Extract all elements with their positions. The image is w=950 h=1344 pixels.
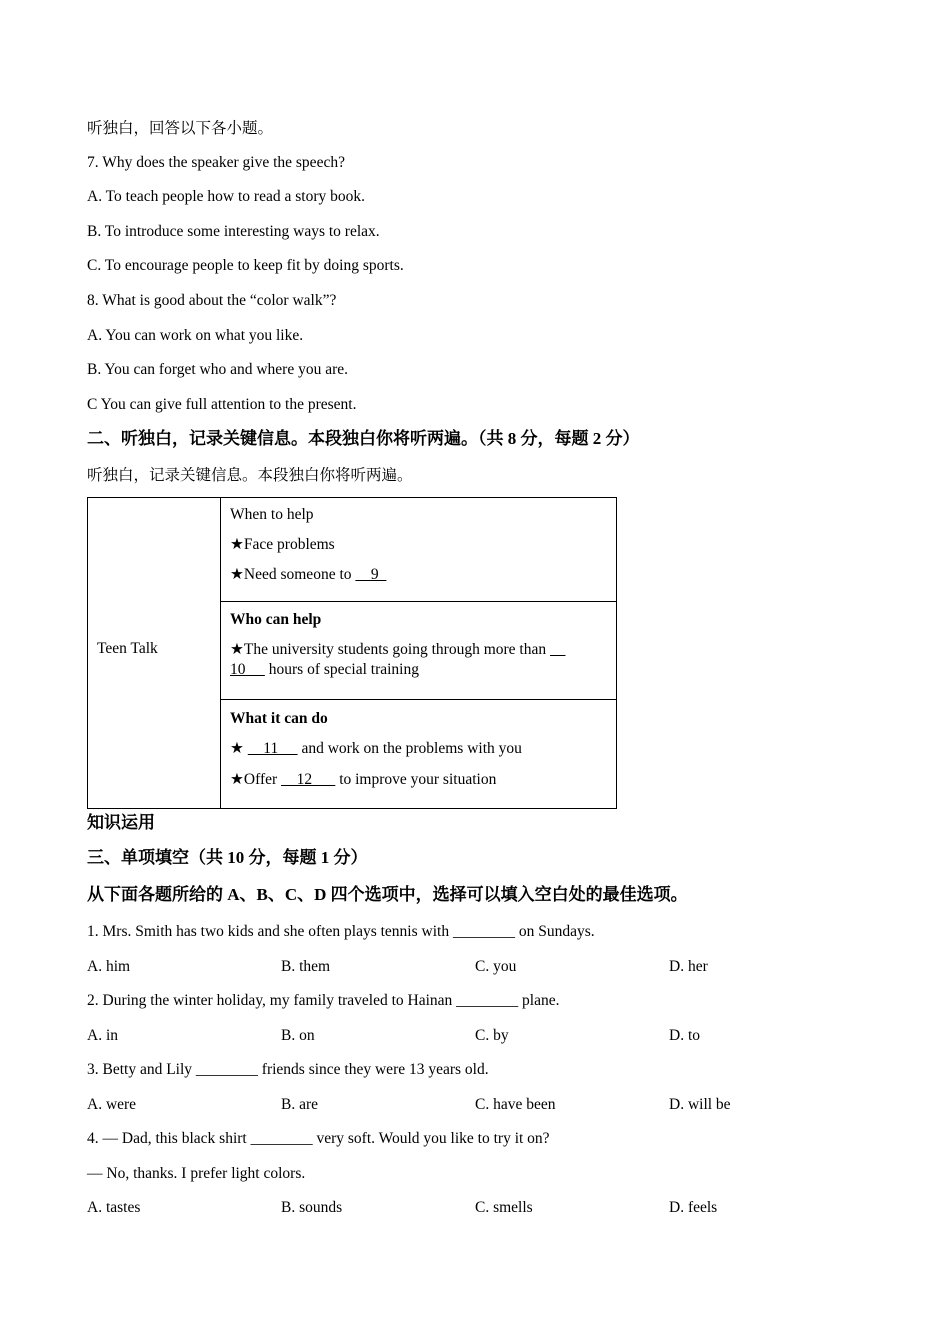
question-4-stem: 4. — Dad, this black shirt ________ very soft. Would you like to try it on? <box>87 1130 550 1147</box>
section1-instruction: 听独白，回答以下各小题。 <box>87 120 274 137</box>
question-2-option-c: C. by <box>475 1027 509 1044</box>
question-1-option-a: A. him <box>87 958 131 975</box>
q7-option-b: B. To introduce some interesting ways to relax. <box>87 223 380 240</box>
question-4-option-a: A. tastes <box>87 1199 141 1216</box>
row-what-line1-text: and work on the problems with you <box>301 740 522 757</box>
question-1-option-d: D. her <box>669 958 708 975</box>
question-2-option-b: B. on <box>281 1027 315 1044</box>
question-3-option-d: D. will be <box>669 1096 731 1113</box>
part-title: 知识运用 <box>87 813 155 832</box>
row-what-line1 <box>230 739 522 759</box>
row-what-line2-text: to improve your situation <box>339 771 497 788</box>
row-what-line2-prefix: ★Offer <box>230 771 278 788</box>
row-when-line2-text: ★Need someone to <box>230 566 352 583</box>
q8-option-c: C You can give full attention to the present. <box>87 396 357 413</box>
q8-option-a: A. You can work on what you like. <box>87 327 304 344</box>
row-when-line1: ★Face problems <box>230 536 335 553</box>
question-4-option-b: B. sounds <box>281 1199 343 1216</box>
row-who-line1-text: ★The university students going through more than <box>230 641 547 658</box>
section2-instruction: 听独白，记录关键信息。本段独白你将听两遍。 <box>87 467 413 484</box>
row-who-line2 <box>230 660 419 680</box>
blank-9: 9 <box>355 566 387 583</box>
section3-instruction: 从下面各题所给的 A、B、C、D 四个选项中，选择可以填入空白处的最佳选项。 <box>87 885 688 904</box>
row-what-title: What it can do <box>230 710 328 727</box>
q8-question: 8. What is good about the “color walk”? <box>87 292 337 309</box>
section3-heading: 三、单项填空（共 10 分，每题 1 分） <box>87 848 368 867</box>
question-2-stem: 2. During the winter holiday, my family traveled to Hainan ________ plane. <box>87 992 560 1009</box>
row-when-title: When to help <box>230 506 314 523</box>
question-1-stem: 1. Mrs. Smith has two kids and she often plays tennis with ________ on Sundays. <box>87 923 595 940</box>
q7-option-c: C. To encourage people to keep fit by doing sports. <box>87 257 404 274</box>
question-2-option-d: D. to <box>669 1027 700 1044</box>
question-3-option-c: C. have been <box>475 1096 556 1113</box>
blank-11: 11 <box>247 740 298 757</box>
question-4-stem-reply: — No, thanks. I prefer light colors. <box>87 1165 306 1182</box>
table-left-label: Teen Talk <box>97 640 158 657</box>
q8-option-b: B. You can forget who and where you are. <box>87 361 349 378</box>
blank-12: 12 <box>281 771 336 788</box>
blank-10: 10 <box>230 661 265 678</box>
table-row-when <box>221 498 616 602</box>
question-1-option-c: C. you <box>475 958 517 975</box>
table-row-what <box>221 700 616 808</box>
section2-heading: 二、听独白，记录关键信息。本段独白你将听两遍。（共 8 分，每题 2 分） <box>87 429 640 448</box>
row-who-line1 <box>230 640 565 660</box>
question-3-option-b: B. are <box>281 1096 319 1113</box>
star-icon: ★ <box>230 740 244 757</box>
row-what-line2 <box>230 770 496 790</box>
table-left-cell <box>88 498 221 808</box>
row-who-line2-text: hours of special training <box>268 661 419 678</box>
row-when-line2 <box>230 565 386 585</box>
question-4-option-c: C. smells <box>475 1199 533 1216</box>
q7-option-a: A. To teach people how to read a story book. <box>87 188 365 205</box>
question-2-option-a: A. in <box>87 1027 118 1044</box>
table-row-who <box>221 601 616 700</box>
row-who-title: Who can help <box>230 611 322 628</box>
question-1-option-b: B. them <box>281 958 331 975</box>
question-3-option-a: A. were <box>87 1096 137 1113</box>
blank-10-start <box>550 641 566 658</box>
question-4-option-d: D. feels <box>669 1199 718 1216</box>
q7-question: 7. Why does the speaker give the speech? <box>87 154 345 171</box>
question-3-stem: 3. Betty and Lily ________ friends since they were 13 years old. <box>87 1061 489 1078</box>
info-table <box>87 497 617 809</box>
